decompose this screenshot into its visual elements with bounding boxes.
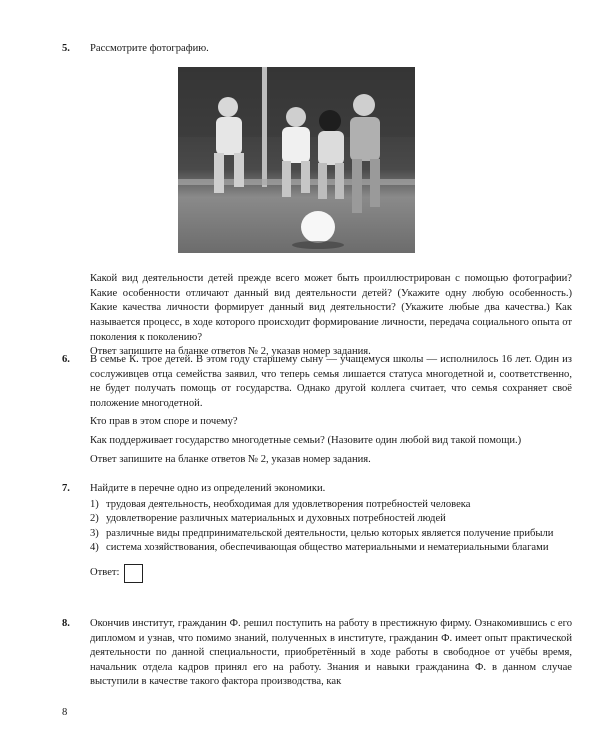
task-8 (62, 617, 572, 690)
option-item: 4) система хозяйствования, обеспечивающая общество материальными и нематериальными благами (90, 542, 549, 554)
task-6 (62, 353, 572, 467)
task-intro: Рассмотрите фотографию. (90, 43, 209, 54)
task-number: 6. (62, 354, 70, 365)
answer-row (90, 564, 572, 583)
task-text: В семье К. трое детей. В этом году старшему сыну — учащемуся школы — исполнилось 16 лет. Один из сослуживцев отца семейства заявил, что теперь семья лишается статуса многодетной и, соответственно, не будет получать помощь от государства. Однако другой коллега считает, что семья сохраняет своё положение многодетной. (90, 354, 572, 409)
answer-instruction: Ответ запишите на бланке ответов № 2, указав номер задания. (90, 346, 371, 358)
task-5 (62, 42, 572, 360)
option-item: 2) удовлетворение различных материальных и духовных потребностей людей (90, 513, 446, 525)
task-7 (62, 482, 572, 583)
answer-label: Ответ: (90, 567, 120, 579)
task-number: 5. (62, 43, 70, 54)
answer-instruction: Ответ запишите на бланке ответов № 2, указав номер задания. (90, 453, 371, 465)
option-item: 1) трудовая деятельность, необходимая для удовлетворения потребностей человека (90, 498, 471, 510)
task-intro: Найдите в перечне одно из определений экономики. (90, 483, 326, 494)
answer-box[interactable] (124, 564, 143, 583)
option-item: 3) различные виды предпринимательской деятельности, целью которых является получение прибыли (90, 527, 554, 539)
task-question: Как поддерживает государство многодетные семьи? (Назовите один любой вид такой помощи.) (90, 434, 522, 446)
task-question: Кто прав в этом споре и почему? (90, 416, 238, 428)
page-number: 8 (62, 707, 68, 718)
task-number: 7. (62, 483, 70, 494)
task-text: Окончив институт, гражданин Ф. решил поступить на работу в престижную фирму. Ознакомившись с его дипломом и узнав, что помимо знаний, полученных в институте, гражданин Ф. имеет опыт практической деятельности по данной специальности, приобретённый в ходе работы в свободное от учёбы время, начальник отдела кадров принял его на работу. Знания и навыки гражданина Ф. в данном случае выступили в качестве такого фактора производства, как (90, 618, 572, 688)
task-question: Какой вид деятельности детей прежде всего может быть проиллюстрирован с помощью фотографии? Какие особенности отличают данный вид деятельности детей? (Укажите одну любую особенность.) Какие качества личности формирует данный вид деятельности? (Укажите любые два качества.) Как называется процесс, в ходе которого происходит формирование личности, передача социального опыта от поколения к поколению? (90, 273, 572, 343)
task-number: 8. (62, 618, 70, 629)
photo-children-playing-ball (178, 67, 415, 253)
option-list (90, 498, 572, 556)
